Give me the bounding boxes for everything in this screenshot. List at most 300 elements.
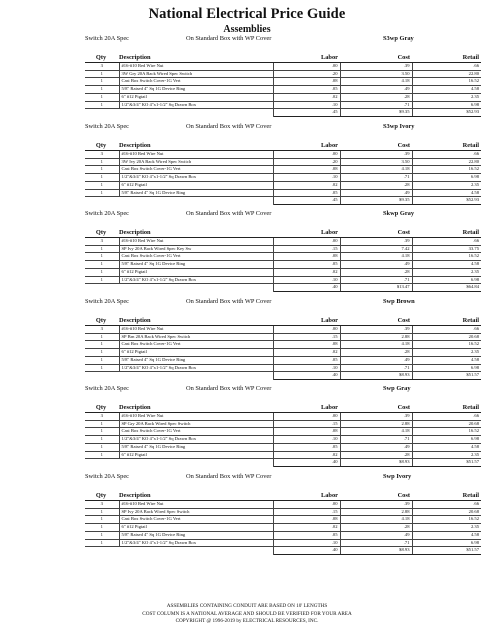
description-cell: #16-#10 Red Wire Nut xyxy=(119,326,273,334)
table-row xyxy=(85,63,481,71)
labor-cell: .15 xyxy=(273,333,340,341)
retail-cell: 16.52 xyxy=(412,78,481,86)
retail-cell: 16.52 xyxy=(412,516,481,524)
assembly-section xyxy=(85,385,481,467)
labor-cell: .20 xyxy=(273,70,340,78)
table-row xyxy=(85,158,481,166)
total-labor: .45 xyxy=(273,197,340,205)
cost-cell: .39 xyxy=(340,501,412,509)
assembly-header xyxy=(85,385,481,395)
assembly-spec: Switch 20A Spec xyxy=(85,35,130,42)
labor-cell: .00 xyxy=(273,413,340,421)
cost-cell: .71 xyxy=(340,101,412,109)
totals-description-blank xyxy=(119,547,273,555)
total-cost: $9.35 xyxy=(340,109,412,117)
cost-cell: .49 xyxy=(340,189,412,197)
retail-cell: 6.98 xyxy=(412,539,481,547)
table-row xyxy=(85,451,481,459)
table-row xyxy=(85,356,481,364)
assembly-section xyxy=(85,35,481,117)
footer-cost-note: COST COLUMN IS A NATIONAL AVERAGE AND SHOULD BE VERIFIED FOR YOUR AREA xyxy=(142,610,352,617)
totals-description-blank xyxy=(119,109,273,117)
qty-cell: 1 xyxy=(85,356,119,364)
totals-description-blank xyxy=(119,372,273,380)
retail-cell: 6.98 xyxy=(412,174,481,182)
labor-cell: .08 xyxy=(273,341,340,349)
totals-row xyxy=(85,284,481,292)
assembly-name: Swp Ivory xyxy=(383,473,412,480)
assembly-header xyxy=(85,298,481,308)
labor-cell: .00 xyxy=(273,238,340,246)
qty-header: Qty xyxy=(85,403,119,413)
totals-row xyxy=(85,459,481,467)
description-cell: 6" #12 Pigtail xyxy=(119,268,273,276)
footer xyxy=(0,603,494,626)
totals-description-blank xyxy=(119,459,273,467)
table-header-row xyxy=(85,491,481,501)
retail-cell: .66 xyxy=(412,326,481,334)
cost-cell: 3.50 xyxy=(340,70,412,78)
total-labor: .45 xyxy=(273,109,340,117)
description-cell: SP Brn 20A Back Wired Spec Switch xyxy=(119,333,273,341)
cost-cell: 2.88 xyxy=(340,508,412,516)
assembly-table xyxy=(85,403,481,467)
cost-cell: .49 xyxy=(340,356,412,364)
cost-cell: .71 xyxy=(340,539,412,547)
labor-cell: .10 xyxy=(273,436,340,444)
table-row xyxy=(85,420,481,428)
table-row xyxy=(85,539,481,547)
assembly-section xyxy=(85,123,481,205)
table-row xyxy=(85,101,481,109)
labor-cell: .05 xyxy=(273,531,340,539)
cost-cell: .39 xyxy=(340,238,412,246)
retail-cell: 4.58 xyxy=(412,443,481,451)
labor-cell: .08 xyxy=(273,516,340,524)
retail-cell: 22.80 xyxy=(412,70,481,78)
qty-cell: 1 xyxy=(85,86,119,94)
cost-header: Cost xyxy=(340,491,412,501)
assembly-section xyxy=(85,473,481,555)
description-header: Description xyxy=(119,228,273,238)
assembly-placement: On Standard Box with WP Cover xyxy=(186,385,272,392)
retail-cell: 2.35 xyxy=(412,349,481,357)
labor-cell: .15 xyxy=(273,508,340,516)
table-row xyxy=(85,151,481,159)
retail-header: Retail xyxy=(412,228,481,238)
assembly-placement: On Standard Box with WP Cover xyxy=(186,123,272,130)
qty-cell: 1 xyxy=(85,443,119,451)
table-row xyxy=(85,261,481,269)
labor-cell: .02 xyxy=(273,451,340,459)
total-labor: .40 xyxy=(273,284,340,292)
cost-cell: .71 xyxy=(340,364,412,372)
table-row xyxy=(85,78,481,86)
labor-header: Labor xyxy=(273,403,340,413)
table-row xyxy=(85,436,481,444)
qty-cell: 1 xyxy=(85,181,119,189)
retail-cell: 4.58 xyxy=(412,531,481,539)
labor-cell: .02 xyxy=(273,524,340,532)
assembly-header xyxy=(85,35,481,45)
cost-cell: .28 xyxy=(340,268,412,276)
cost-cell: 2.88 xyxy=(340,333,412,341)
cost-cell: .39 xyxy=(340,326,412,334)
table-header-row xyxy=(85,53,481,63)
cost-cell: .49 xyxy=(340,531,412,539)
table-row xyxy=(85,238,481,246)
description-cell: #16-#10 Red Wire Nut xyxy=(119,501,273,509)
cost-cell: .39 xyxy=(340,151,412,159)
retail-cell: 2.35 xyxy=(412,451,481,459)
table-row xyxy=(85,516,481,524)
assembly-name: Skwp Gray xyxy=(383,210,415,217)
labor-cell: .10 xyxy=(273,276,340,284)
qty-cell: 1 xyxy=(85,364,119,372)
footer-conduit-note: ASSEMBLIES CONTAINING CONDUIT ARE BASED ON 10' LENGTHS xyxy=(166,603,328,609)
labor-cell: .20 xyxy=(273,158,340,166)
totals-qty-blank xyxy=(85,372,119,380)
table-header-row xyxy=(85,141,481,151)
assembly-spec: Switch 20A Spec xyxy=(85,123,130,130)
labor-cell: .08 xyxy=(273,78,340,86)
total-retail: $51.57 xyxy=(412,372,481,380)
description-cell: 1/2"&3/4" KO 4"x1-1/2" Sq Drawn Box xyxy=(119,436,273,444)
total-retail: $52.93 xyxy=(412,197,481,205)
labor-cell: .05 xyxy=(273,356,340,364)
qty-cell: 1 xyxy=(85,78,119,86)
totals-row xyxy=(85,547,481,555)
labor-cell: .02 xyxy=(273,268,340,276)
table-row xyxy=(85,443,481,451)
assembly-placement: On Standard Box with WP Cover xyxy=(186,473,272,480)
description-cell: 1/2"&3/4" KO 4"x1-1/2" Sq Drawn Box xyxy=(119,174,273,182)
totals-description-blank xyxy=(119,197,273,205)
qty-cell: 1 xyxy=(85,531,119,539)
retail-header: Retail xyxy=(412,316,481,326)
totals-qty-blank xyxy=(85,547,119,555)
cost-cell: 4.18 xyxy=(340,166,412,174)
footer-copyright: COPYRIGHT @ 1996-2019 by ELECTRICAL RESOURCES, INC. xyxy=(175,618,319,625)
table-row xyxy=(85,166,481,174)
retail-cell: 6.98 xyxy=(412,436,481,444)
retail-header: Retail xyxy=(412,141,481,151)
totals-qty-blank xyxy=(85,109,119,117)
table-row xyxy=(85,189,481,197)
page-title: National Electrical Price Guide xyxy=(148,6,346,22)
retail-header: Retail xyxy=(412,403,481,413)
description-cell: #16-#10 Red Wire Nut xyxy=(119,151,273,159)
retail-cell: 4.58 xyxy=(412,189,481,197)
qty-cell: 1 xyxy=(85,524,119,532)
description-cell: Cast Box Switch Cover-1G Vert xyxy=(119,78,273,86)
cost-cell: 4.18 xyxy=(340,516,412,524)
qty-cell: 1 xyxy=(85,174,119,182)
table-row xyxy=(85,70,481,78)
cost-cell: .28 xyxy=(340,181,412,189)
table-row xyxy=(85,364,481,372)
retail-cell: 16.52 xyxy=(412,166,481,174)
retail-cell: .66 xyxy=(412,501,481,509)
qty-header: Qty xyxy=(85,316,119,326)
qty-cell: 1 xyxy=(85,70,119,78)
table-row xyxy=(85,428,481,436)
qty-header: Qty xyxy=(85,491,119,501)
assembly-name: Swp Brown xyxy=(383,298,415,305)
labor-cell: .10 xyxy=(273,364,340,372)
cost-header: Cost xyxy=(340,316,412,326)
cost-header: Cost xyxy=(340,403,412,413)
table-header-row xyxy=(85,228,481,238)
cost-cell: 7.42 xyxy=(340,245,412,253)
cost-cell: 4.18 xyxy=(340,78,412,86)
cost-cell: .39 xyxy=(340,63,412,71)
description-cell: Cast Box Switch Cover-1G Vert xyxy=(119,516,273,524)
labor-cell: .00 xyxy=(273,501,340,509)
qty-cell: 3 xyxy=(85,413,119,421)
labor-cell: .10 xyxy=(273,101,340,109)
retail-cell: 4.58 xyxy=(412,356,481,364)
assembly-name: S3wp Gray xyxy=(383,35,414,42)
labor-cell: .02 xyxy=(273,181,340,189)
assembly-table xyxy=(85,53,481,117)
retail-header: Retail xyxy=(412,53,481,63)
total-retail: $51.57 xyxy=(412,459,481,467)
qty-cell: 1 xyxy=(85,253,119,261)
retail-cell: 20.68 xyxy=(412,420,481,428)
totals-qty-blank xyxy=(85,284,119,292)
total-retail: $51.57 xyxy=(412,547,481,555)
qty-cell: 1 xyxy=(85,341,119,349)
description-cell: 1/2"&3/4" KO 4"x1-1/2" Sq Drawn Box xyxy=(119,276,273,284)
qty-cell: 1 xyxy=(85,333,119,341)
qty-cell: 1 xyxy=(85,261,119,269)
total-cost: $8.93 xyxy=(340,459,412,467)
qty-cell: 1 xyxy=(85,508,119,516)
total-labor: .40 xyxy=(273,459,340,467)
qty-cell: 3 xyxy=(85,151,119,159)
cost-cell: 4.18 xyxy=(340,341,412,349)
description-cell: 5/8" Raised 4" Sq 1G Device Ring xyxy=(119,189,273,197)
labor-cell: .02 xyxy=(273,93,340,101)
table-row xyxy=(85,524,481,532)
retail-cell: 22.80 xyxy=(412,158,481,166)
description-header: Description xyxy=(119,316,273,326)
table-row xyxy=(85,531,481,539)
qty-cell: 1 xyxy=(85,436,119,444)
description-cell: #16-#10 Red Wire Nut xyxy=(119,238,273,246)
labor-cell: .15 xyxy=(273,245,340,253)
totals-row xyxy=(85,197,481,205)
retail-cell: 20.68 xyxy=(412,333,481,341)
description-cell: 5/8" Raised 4" Sq 1G Device Ring xyxy=(119,531,273,539)
labor-cell: .10 xyxy=(273,539,340,547)
total-labor: .40 xyxy=(273,372,340,380)
description-cell: SP Ivy 20A Back Wired Spec Switch xyxy=(119,508,273,516)
assembly-section xyxy=(85,210,481,292)
retail-cell: 2.35 xyxy=(412,181,481,189)
table-row xyxy=(85,349,481,357)
description-cell: 3W Gry 20A Back Wired Spec Switch xyxy=(119,70,273,78)
description-cell: 5/8" Raised 4" Sq 1G Device Ring xyxy=(119,261,273,269)
qty-cell: 3 xyxy=(85,326,119,334)
qty-cell: 3 xyxy=(85,63,119,71)
description-cell: SP Ivy 20A Back Wired Spec Key Sw xyxy=(119,245,273,253)
labor-cell: .00 xyxy=(273,63,340,71)
retail-cell: .66 xyxy=(412,63,481,71)
assembly-placement: On Standard Box with WP Cover xyxy=(186,35,272,42)
description-header: Description xyxy=(119,403,273,413)
description-header: Description xyxy=(119,53,273,63)
assembly-header xyxy=(85,473,481,483)
table-header-row xyxy=(85,316,481,326)
total-retail: $64.84 xyxy=(412,284,481,292)
cost-cell: .28 xyxy=(340,93,412,101)
qty-cell: 1 xyxy=(85,516,119,524)
totals-description-blank xyxy=(119,284,273,292)
description-cell: 6" #12 Pigtail xyxy=(119,93,273,101)
cost-cell: 4.18 xyxy=(340,253,412,261)
description-cell: Cast Box Switch Cover-1G Vert xyxy=(119,341,273,349)
labor-cell: .00 xyxy=(273,326,340,334)
total-cost: $8.93 xyxy=(340,547,412,555)
description-cell: 3W Ivy 20A Back Wired Spec Switch xyxy=(119,158,273,166)
qty-cell: 1 xyxy=(85,420,119,428)
retail-cell: 2.35 xyxy=(412,524,481,532)
description-cell: 6" #12 Pigtail xyxy=(119,524,273,532)
qty-cell: 1 xyxy=(85,276,119,284)
retail-cell: 20.68 xyxy=(412,508,481,516)
retail-cell: 33.75 xyxy=(412,245,481,253)
cost-header: Cost xyxy=(340,53,412,63)
labor-cell: .08 xyxy=(273,253,340,261)
labor-cell: .10 xyxy=(273,174,340,182)
cost-cell: 3.50 xyxy=(340,158,412,166)
labor-cell: .08 xyxy=(273,428,340,436)
retail-cell: .66 xyxy=(412,413,481,421)
labor-header: Labor xyxy=(273,53,340,63)
labor-cell: .15 xyxy=(273,420,340,428)
assembly-table xyxy=(85,141,481,205)
qty-cell: 1 xyxy=(85,451,119,459)
assembly-table xyxy=(85,316,481,380)
labor-header: Labor xyxy=(273,316,340,326)
description-cell: 6" #12 Pigtail xyxy=(119,451,273,459)
description-cell: 5/8" Raised 4" Sq 1G Device Ring xyxy=(119,356,273,364)
description-cell: 6" #12 Pigtail xyxy=(119,181,273,189)
labor-header: Labor xyxy=(273,141,340,151)
assembly-placement: On Standard Box with WP Cover xyxy=(186,298,272,305)
assembly-name: Swp Gray xyxy=(383,385,411,392)
total-cost: $9.35 xyxy=(340,197,412,205)
qty-cell: 1 xyxy=(85,93,119,101)
assembly-header xyxy=(85,123,481,133)
retail-cell: 4.58 xyxy=(412,261,481,269)
assembly-placement: On Standard Box with WP Cover xyxy=(186,210,272,217)
table-row xyxy=(85,181,481,189)
description-cell: #16-#10 Red Wire Nut xyxy=(119,413,273,421)
retail-cell: .66 xyxy=(412,238,481,246)
assembly-section xyxy=(85,298,481,380)
cost-cell: .71 xyxy=(340,436,412,444)
totals-row xyxy=(85,372,481,380)
page-subtitle: Assemblies xyxy=(223,24,271,35)
cost-cell: .49 xyxy=(340,86,412,94)
labor-cell: .02 xyxy=(273,349,340,357)
labor-cell: .05 xyxy=(273,443,340,451)
labor-cell: .05 xyxy=(273,189,340,197)
retail-cell: 16.52 xyxy=(412,428,481,436)
cost-header: Cost xyxy=(340,141,412,151)
description-cell: Cast Box Switch Cover-1G Vert xyxy=(119,166,273,174)
qty-cell: 1 xyxy=(85,166,119,174)
total-cost: $8.93 xyxy=(340,372,412,380)
qty-cell: 1 xyxy=(85,158,119,166)
table-row xyxy=(85,508,481,516)
total-labor: .40 xyxy=(273,547,340,555)
qty-header: Qty xyxy=(85,53,119,63)
table-row xyxy=(85,326,481,334)
qty-header: Qty xyxy=(85,228,119,238)
table-header-row xyxy=(85,403,481,413)
assembly-table xyxy=(85,491,481,555)
qty-cell: 3 xyxy=(85,501,119,509)
qty-cell: 1 xyxy=(85,539,119,547)
description-cell: 1/2"&3/4" KO 4"x1-1/2" Sq Drawn Box xyxy=(119,364,273,372)
cost-cell: 4.18 xyxy=(340,428,412,436)
description-cell: #16-#10 Red Wire Nut xyxy=(119,63,273,71)
table-row xyxy=(85,93,481,101)
totals-qty-blank xyxy=(85,459,119,467)
assembly-table xyxy=(85,228,481,292)
qty-cell: 1 xyxy=(85,245,119,253)
qty-cell: 3 xyxy=(85,238,119,246)
table-row xyxy=(85,276,481,284)
assembly-spec: Switch 20A Spec xyxy=(85,473,130,480)
assembly-spec: Switch 20A Spec xyxy=(85,298,130,305)
total-retail: $52.93 xyxy=(412,109,481,117)
totals-qty-blank xyxy=(85,197,119,205)
table-row xyxy=(85,174,481,182)
description-header: Description xyxy=(119,491,273,501)
retail-cell: 6.98 xyxy=(412,101,481,109)
totals-row xyxy=(85,109,481,117)
qty-cell: 1 xyxy=(85,101,119,109)
cost-cell: .71 xyxy=(340,276,412,284)
labor-cell: .08 xyxy=(273,166,340,174)
retail-cell: 2.35 xyxy=(412,93,481,101)
retail-cell: 6.98 xyxy=(412,364,481,372)
retail-cell: 6.98 xyxy=(412,276,481,284)
cost-cell: .49 xyxy=(340,261,412,269)
labor-header: Labor xyxy=(273,228,340,238)
table-row xyxy=(85,86,481,94)
table-row xyxy=(85,253,481,261)
cost-cell: .28 xyxy=(340,349,412,357)
assembly-header xyxy=(85,210,481,220)
cost-cell: .28 xyxy=(340,524,412,532)
description-cell: 6" #12 Pigtail xyxy=(119,349,273,357)
total-cost: $13.47 xyxy=(340,284,412,292)
description-cell: 1/2"&3/4" KO 4"x1-1/2" Sq Drawn Box xyxy=(119,101,273,109)
retail-cell: 16.52 xyxy=(412,253,481,261)
retail-cell: 16.52 xyxy=(412,341,481,349)
cost-cell: .71 xyxy=(340,174,412,182)
description-cell: 5/8" Raised 4" Sq 1G Device Ring xyxy=(119,86,273,94)
cost-cell: .39 xyxy=(340,413,412,421)
description-cell: Cast Box Switch Cover-1G Vert xyxy=(119,428,273,436)
table-row xyxy=(85,413,481,421)
